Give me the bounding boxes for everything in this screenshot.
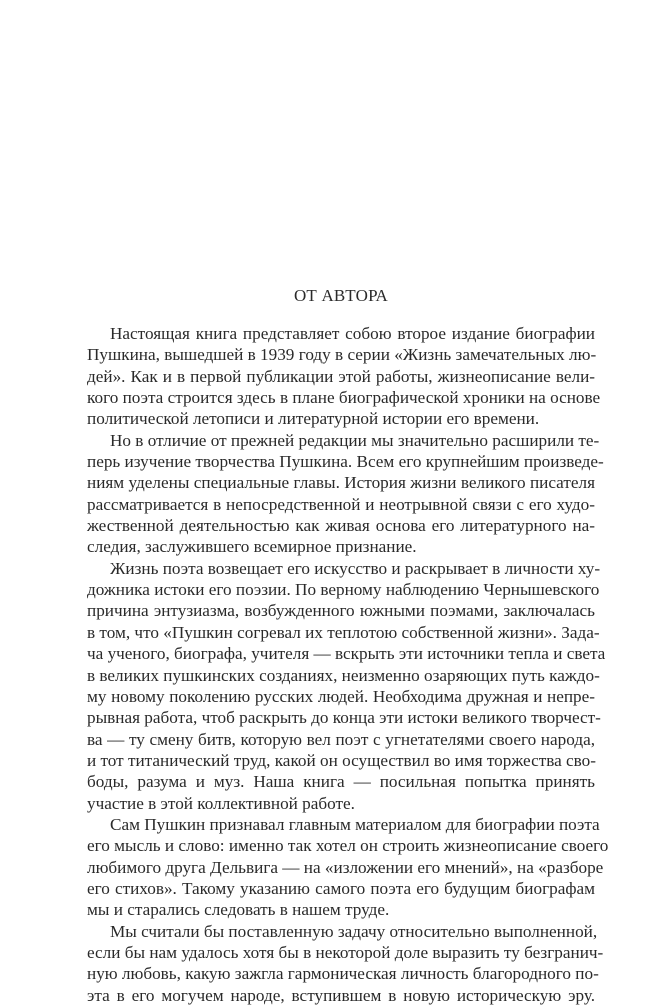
text-line: ва — ту смену битв, которую вел поэт с угнетателями своего народа, bbox=[87, 729, 595, 749]
text-line: Настоящая книга представляет собою второе издание биографии bbox=[110, 324, 595, 343]
text-line: жественной деятельностью как живая основа его литературного на- bbox=[87, 516, 595, 536]
text-line: участие в этой коллективной работе. bbox=[87, 793, 355, 813]
text-line: и тот титанический труд, какой он осуществил во имя торжества сво- bbox=[87, 750, 596, 770]
text-line: Сам Пушкин признавал главным материалом для биографии поэта bbox=[110, 814, 600, 834]
text-line: эта в его могучем народе, вступившем в новую историческую эру. bbox=[87, 985, 595, 1005]
text-line: Мы считали бы поставленную задачу относительно выполненной, bbox=[110, 921, 598, 941]
text-line: следия, заслужившего всемирное признание. bbox=[87, 537, 417, 557]
text-line: рывная работа, чтоб раскрыть до конца эти истоки великого творчест- bbox=[87, 708, 601, 728]
paragraph-4 bbox=[87, 814, 609, 921]
text-line: Пушкина, вышедшей в 1939 году в серии «Жизнь замечательных лю- bbox=[87, 345, 597, 365]
text-line: боды, разума и муз. Наша книга — посильная попытка принять bbox=[87, 772, 595, 792]
text-line: Но в отличие от прежней редакции мы значительно расширили те- bbox=[110, 430, 600, 450]
text-line: его мысль и слово: именно так хотел он строить жизнеописание своего bbox=[87, 836, 609, 856]
text-line: его стихов». Такому указанию самого поэта его будущим биографам bbox=[87, 878, 595, 898]
text-line: политической летописи и литературной истории его времени. bbox=[87, 409, 540, 429]
text-line: мы и старались следовать в нашем труде. bbox=[87, 900, 390, 920]
paragraph-2 bbox=[87, 430, 604, 558]
text-line: дей». Как и в первой публикации этой работы, жизнеописание вели- bbox=[87, 366, 595, 386]
text-line: ниям уделены специальные главы. История жизни великого писателя bbox=[87, 473, 595, 493]
text-line: Жизнь поэта возвещает его искусство и раскрывает в личности ху- bbox=[110, 558, 601, 578]
text-line: причина энтузиазма, возбужденного южными поэмами, заключалась bbox=[87, 601, 595, 621]
text-line: перь изучение творчества Пушкина. Всем его крупнейшим произведе- bbox=[87, 452, 604, 472]
text-line: в великих пушкинских созданиях, неизменно озаряющих путь каждо- bbox=[87, 665, 600, 685]
section-title: ОТ АВТОРА bbox=[293, 286, 389, 305]
text-line: любимого друга Дельвига — на «изложении его мнений», на «разборе bbox=[87, 857, 604, 877]
paragraph-3 bbox=[87, 558, 606, 814]
text-line: му новому поколению русских людей. Необходима дружная и непре- bbox=[87, 686, 595, 706]
text-line: дожника истоки его поэзии. По верному наблюдению Чернышевского bbox=[87, 580, 600, 600]
text-line: кого поэта строится здесь в плане биографической хроники на основе bbox=[87, 388, 601, 408]
text-line: ную любовь, какую зажгла гармоническая личность благородного по- bbox=[87, 964, 599, 984]
book-page bbox=[87, 285, 609, 1006]
text-line: если бы нам удалось хотя бы в некоторой доле выразить ту безгранич- bbox=[87, 942, 604, 962]
paragraph-5 bbox=[87, 921, 604, 1006]
text-line: в том, что «Пушкин согревал их теплотою собственной жизни». Зада- bbox=[87, 622, 600, 642]
paragraph-1 bbox=[87, 323, 601, 430]
text-line: ча ученого, биографа, учителя — вскрыть эти источники тепла и света bbox=[87, 644, 606, 664]
text-line: рассматривается в непосредственной и неотрывной связи с его худо- bbox=[87, 494, 595, 514]
